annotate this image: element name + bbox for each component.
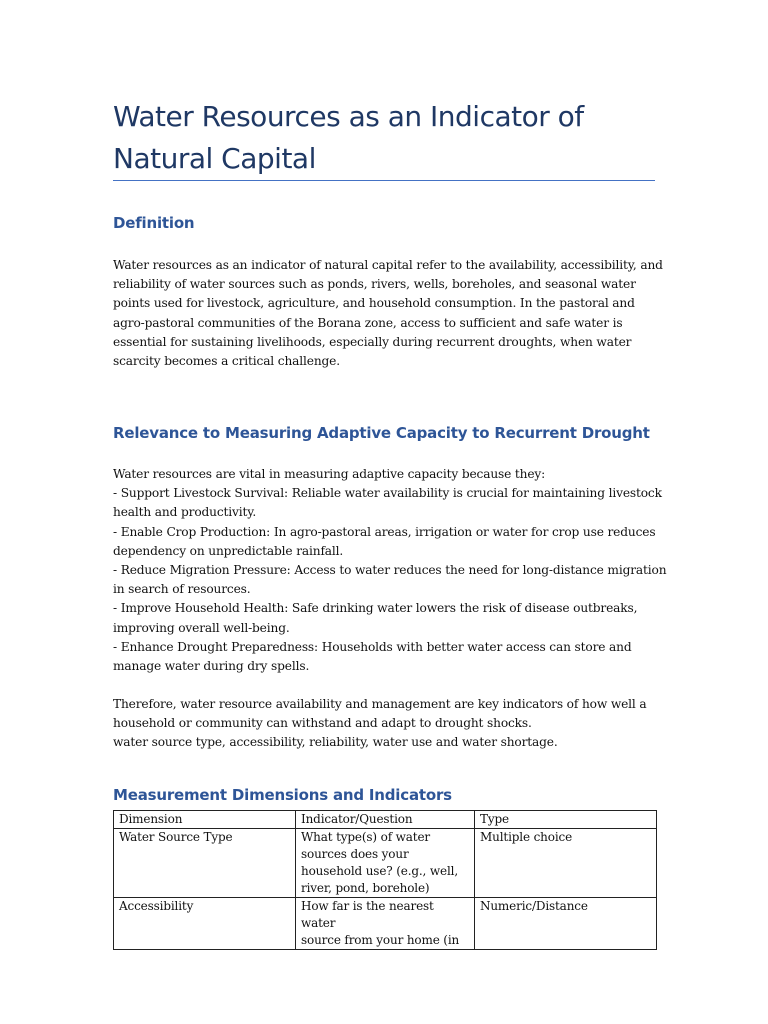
relevance-conclusion bbox=[113, 695, 661, 753]
cell-indicator bbox=[296, 898, 475, 950]
header-type: Type bbox=[475, 811, 657, 829]
table-row bbox=[114, 829, 657, 898]
relevance-line: improving overall well-being. bbox=[113, 620, 290, 635]
definition-line: reliability of water sources such as ponds, rivers, wells, boreholes, and seasonal water bbox=[113, 277, 636, 292]
relevance-line: manage water during dry spells. bbox=[113, 659, 310, 674]
conclusion-line: water source type, accessibility, reliability, water use and water shortage. bbox=[113, 735, 558, 750]
definition-heading: Definition bbox=[113, 214, 195, 232]
definition-line: points used for livestock, agriculture, and household consumption. In the pastoral and bbox=[113, 296, 635, 311]
cell-type: Numeric/Distance bbox=[475, 898, 657, 950]
relevance-line: - Support Livestock Survival: Reliable water availability is crucial for maintaining livestock bbox=[113, 486, 662, 501]
header-indicator: Indicator/Question bbox=[296, 811, 475, 829]
cell-type: Multiple choice bbox=[475, 829, 657, 898]
indicator-line: What type(s) of water bbox=[301, 830, 430, 844]
cell-dimension: Water Source Type bbox=[114, 829, 296, 898]
title-underline bbox=[113, 180, 655, 181]
definition-paragraph bbox=[113, 256, 661, 371]
header-dimension: Dimension bbox=[114, 811, 296, 829]
relevance-heading: Relevance to Measuring Adaptive Capacity to Recurrent Drought bbox=[113, 424, 650, 442]
cell-indicator bbox=[296, 829, 475, 898]
table-row bbox=[114, 898, 657, 950]
relevance-line: health and productivity. bbox=[113, 505, 257, 520]
definition-line: scarcity becomes a critical challenge. bbox=[113, 354, 340, 369]
relevance-line: - Enhance Drought Preparedness: Households with better water access can store and bbox=[113, 639, 632, 654]
table-header-row bbox=[114, 811, 657, 829]
relevance-line: - Reduce Migration Pressure: Access to water reduces the need for long-distance migration bbox=[113, 563, 667, 578]
title-line-1: Water Resources as an Indicator of bbox=[113, 100, 584, 133]
relevance-line: - Improve Household Health: Safe drinking water lowers the risk of disease outbreaks, bbox=[113, 601, 638, 616]
indicator-line: river, pond, borehole) bbox=[301, 881, 430, 895]
conclusion-line: household or community can withstand and adapt to drought shocks. bbox=[113, 716, 532, 731]
relevance-line: Water resources are vital in measuring adaptive capacity because they: bbox=[113, 467, 546, 481]
conclusion-line: Therefore, water resource availability and management are key indicators of how well a bbox=[113, 697, 647, 711]
indicator-line: sources does your bbox=[301, 847, 409, 861]
page-title bbox=[113, 96, 673, 180]
relevance-line: in search of resources. bbox=[113, 582, 251, 597]
relevance-line: dependency on unpredictable rainfall. bbox=[113, 543, 344, 558]
indicator-line: How far is the nearest water bbox=[301, 899, 434, 930]
measurement-table bbox=[113, 810, 657, 950]
title-line-2: Natural Capital bbox=[113, 142, 316, 175]
definition-line: essential for sustaining livelihoods, especially during recurrent droughts, when water bbox=[113, 334, 632, 349]
definition-line: agro-pastoral communities of the Borana zone, access to sufficient and safe water is bbox=[113, 315, 623, 330]
cell-dimension: Accessibility bbox=[114, 898, 296, 950]
relevance-line: - Enable Crop Production: In agro-pastoral areas, irrigation or water for crop use reduces bbox=[113, 524, 656, 539]
measurement-heading: Measurement Dimensions and Indicators bbox=[113, 786, 452, 804]
indicator-line: source from your home (in bbox=[301, 933, 460, 947]
definition-line: Water resources as an indicator of natural capital refer to the availability, accessibility, and bbox=[113, 258, 663, 272]
indicator-line: household use? (e.g., well, bbox=[301, 864, 459, 878]
relevance-paragraph bbox=[113, 465, 667, 676]
